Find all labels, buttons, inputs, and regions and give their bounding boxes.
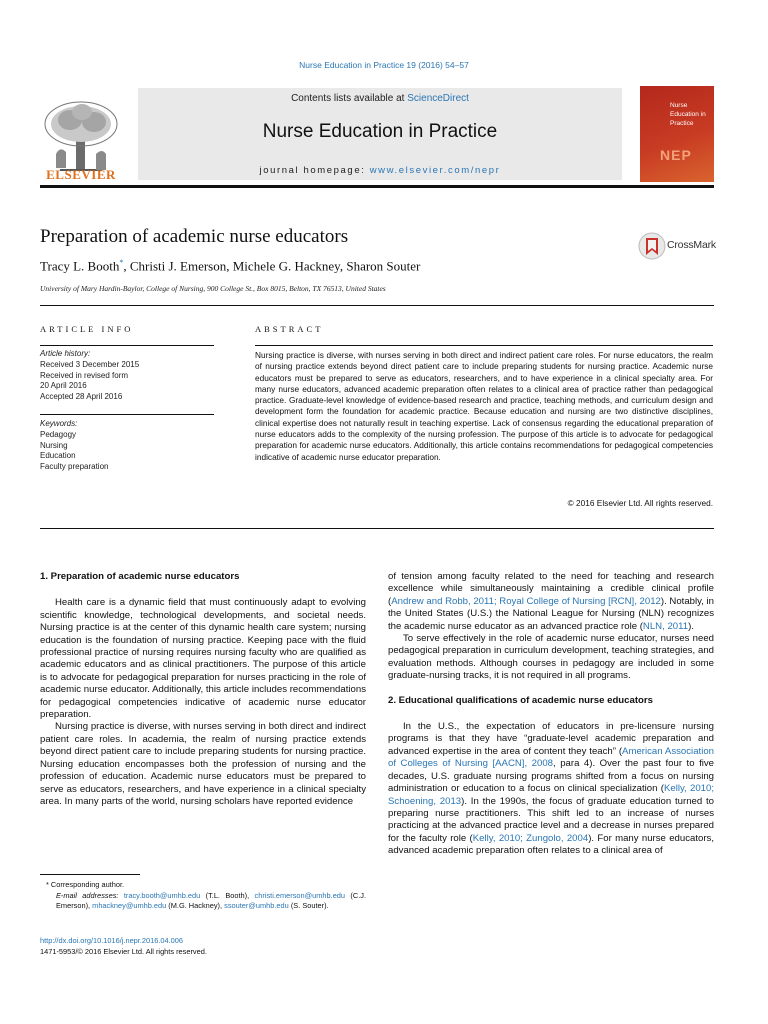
- email-owner: (C.J. Emerson): [56, 890, 367, 911]
- paragraph: Health care is a dynamic field that must continuously adapt to evolving scientific knowledge, technological developments, and societal needs. Nursing practice is at the center of this dynamic health care system; nursing education is the foundation of nursing practice. Keeping pace with the fluid professional practice of nursing requires nursing faculty who are qualified as academic educators and as clinical practitioners. The purpose of this article is to advocate for pedagogical preparation for nurses practicing in the role of academic nurse educator. Additionally, this article includes recommendations for pedagogical competencies indicative of academic nurse educator preparation.: [40, 597, 366, 721]
- paragraph: [388, 721, 714, 857]
- cover-title-line: Education in: [670, 111, 706, 118]
- homepage-link[interactable]: www.elsevier.com/nepr: [369, 165, 501, 176]
- crossmark-icon[interactable]: [637, 231, 667, 261]
- header-divider: [40, 185, 714, 188]
- corresponding-note: * Corresponding author.: [46, 880, 125, 889]
- text-run: of tension among faculty related to the need for teaching and research excellence while simultaneously maintaining a credible clinical profile (: [388, 571, 714, 607]
- body-column-right: [388, 571, 714, 858]
- email-owner: (M.G. Hackney): [168, 901, 221, 911]
- issn-line: 1471-5953/© 2016 Elsevier Ltd. All rights reserved.: [40, 946, 207, 956]
- text-run: ). Notably, in the United States (U.S.) the National League for Nursing (NLN) recognizes the academic nurse educator as an advanced practice role (: [388, 595, 715, 632]
- history-item: Received in revised form: [40, 370, 129, 380]
- cover-title-line: Practice: [670, 120, 694, 127]
- section-heading: 2. Educational qualifications of academic nurse educators: [388, 694, 653, 706]
- email-addresses: E-mail addresses: tracy.booth@umhb.edu (T.L. Booth), christi.emerson@umhb.edu (C.J. Emerson), mhackney@umhb.edu (M.G. Hackney), ssouter@umhb.edu (S. Souter).: [56, 890, 367, 911]
- text-run: , para 4). Over the past four to five decades, U.S. graduate nursing programs shifted from a focus on nursing administration or education to a focus on clinical specialization (: [388, 758, 714, 795]
- body-column-left: [40, 571, 366, 808]
- article-title: Preparation of academic nurse educators: [40, 226, 349, 247]
- keywords: [40, 419, 214, 473]
- reference-link[interactable]: Kelly, 2010; Schoening, 2013: [388, 783, 714, 807]
- email-owner: (S. Souter).: [290, 901, 329, 911]
- doi-link[interactable]: http://dx.doi.org/10.1016/j.nepr.2016.04.006: [40, 936, 183, 945]
- keywords-divider: [40, 414, 214, 415]
- sciencedirect-link[interactable]: ScienceDirect: [407, 93, 469, 104]
- author-separator: ,: [123, 258, 130, 274]
- affiliation: University of Mary Hardin-Baylor, College of Nursing, 900 College St., Box 8015, Belton, TX 76513, United States: [40, 284, 386, 293]
- abstract-heading: ABSTRACT: [255, 324, 324, 334]
- email-label: E-mail addresses:: [56, 890, 119, 900]
- author-name[interactable]: Michele G. Hackney: [232, 258, 340, 274]
- doi-block: [40, 936, 207, 958]
- history-item: 20 April 2016: [40, 381, 87, 391]
- history-item: Accepted 28 April 2016: [40, 392, 123, 402]
- reference-link[interactable]: Andrew and Robb, 2011; Royal College of Nursing [RCN], 2012: [391, 595, 661, 607]
- keyword: Nursing: [40, 440, 68, 450]
- abstract-copyright: © 2016 Elsevier Ltd. All rights reserved.: [567, 498, 713, 508]
- journal-citation[interactable]: Nurse Education in Practice 19 (2016) 54–57: [299, 60, 469, 70]
- keyword: Education: [40, 451, 76, 461]
- reference-link[interactable]: Kelly, 2010; Zungolo, 2004: [472, 832, 589, 844]
- author-separator: ,: [339, 258, 347, 274]
- author-name[interactable]: Tracy L. Booth: [40, 258, 120, 274]
- author-name[interactable]: Christi J. Emerson: [129, 258, 227, 274]
- title-divider: [40, 305, 714, 306]
- contents-prefix: Contents lists available at: [291, 93, 408, 104]
- text-run: ).: [688, 620, 694, 632]
- abstract-text: Nursing practice is diverse, with nurses serving in both direct and indirect patient care roles. For nurse educators, the realm of nursing practice extends beyond direct patient care to include preparing students for nursing practice. Academic nurse educators must be prepared to serve as educators, researchers, and to have experience in a clinical specialty area. For many nurse educators, advanced academic preparation often relates to a clinical area of practice rather than pedagogical practice. Graduate-level knowledge of evidence-based research and practice, teaching methods, and curriculum design and development form the foundation for academic practice. Because education and nursing are two distinctive disciplines, clinical expertise does not naturally result in teaching expertise. Lack of consensus regarding the educational preparation of nurse educators adds to the complexity of the nursing profession. The purpose of this article is to advocate for pedagogical preparation for academic nurse educators. Additionally, this article contains recommendations for pedagogical competencies indicative of academic nurse educator preparation.: [255, 350, 713, 462]
- info-divider: [40, 345, 214, 346]
- text-run: ). For many nurse educators, advanced academic preparation often relates to a clinical area of: [388, 832, 714, 857]
- crossmark-label[interactable]: CrossMark: [667, 239, 716, 251]
- cover-abbreviation: NEP: [660, 147, 692, 163]
- reference-link[interactable]: American Association of Colleges of Nursing [AACN], 2008: [388, 745, 714, 770]
- reference-link[interactable]: NLN, 2011: [642, 620, 689, 632]
- email-link[interactable]: ssouter@umhb.edu: [224, 901, 289, 911]
- email-link[interactable]: mhackney@umhb.edu: [92, 901, 167, 911]
- article-history: [40, 349, 214, 403]
- keywords-label: Keywords:: [40, 419, 78, 428]
- email-owner: (T.L. Booth): [205, 890, 248, 900]
- author-name[interactable]: Sharon Souter: [346, 258, 421, 274]
- footnote-divider: [40, 874, 140, 875]
- paragraph: To serve effectively in the role of academic nurse educator, nurses need pedagogical preparation in curriculum development, teaching strategies, and evaluation methods. Although courses in pedagogy are included in some graduate-nursing tracks, it is not required in all programs.: [388, 633, 714, 682]
- keyword: Pedagogy: [40, 429, 77, 439]
- elsevier-wordmark: ELSEVIER: [46, 167, 116, 182]
- contents-line: [138, 93, 622, 104]
- author-list: [40, 258, 420, 274]
- paragraph: [388, 571, 714, 633]
- journal-homepage: [138, 165, 622, 176]
- author-separator: ,: [226, 258, 233, 274]
- email-link[interactable]: christi.emerson@umhb.edu: [254, 890, 346, 900]
- footnote: [40, 880, 366, 912]
- history-item: Received 3 December 2015: [40, 359, 140, 369]
- homepage-prefix: journal homepage:: [259, 165, 370, 176]
- abstract-bottom-divider: [40, 528, 714, 529]
- cover-title: [670, 101, 710, 128]
- paragraph: Nursing practice is diverse, with nurses serving in both direct and indirect patient care roles. In academia, the realm of nursing practice extends beyond direct patient care to include preparing students for nursing practice. Nursing education encompasses both the profession of nursing and the profession of education. Academic nurse educators must be prepared to serve as educators, researchers, and have experience in a clinical specialty area. In many parts of the world, nursing scholars have reported evidence: [40, 721, 366, 807]
- text-run: In the U.S., the expectation of educators in pre-licensure nursing programs is that they have “graduate-level academic preparation and advanced expertise in the area of content they teach” (: [388, 721, 714, 757]
- history-label: Article history:: [40, 349, 91, 358]
- journal-title: Nurse Education in Practice: [262, 121, 498, 142]
- article-info-heading: ARTICLE INFO: [40, 324, 134, 334]
- text-run: ). In the 1990s, the focus of graduate education turned to preparing nurse practitioners. This shift led to an increase of nurses practicing at the advanced practice level and a decrease in nurses prepared for the faculty role (: [388, 795, 714, 844]
- corresponding-mark[interactable]: *: [119, 258, 124, 267]
- cover-title-line: Nurse: [670, 102, 688, 109]
- abstract-divider: [255, 345, 713, 346]
- email-link[interactable]: tracy.booth@umhb.edu: [123, 890, 201, 900]
- keyword: Faculty preparation: [40, 462, 109, 472]
- section-heading: 1. Preparation of academic nurse educators: [40, 571, 240, 582]
